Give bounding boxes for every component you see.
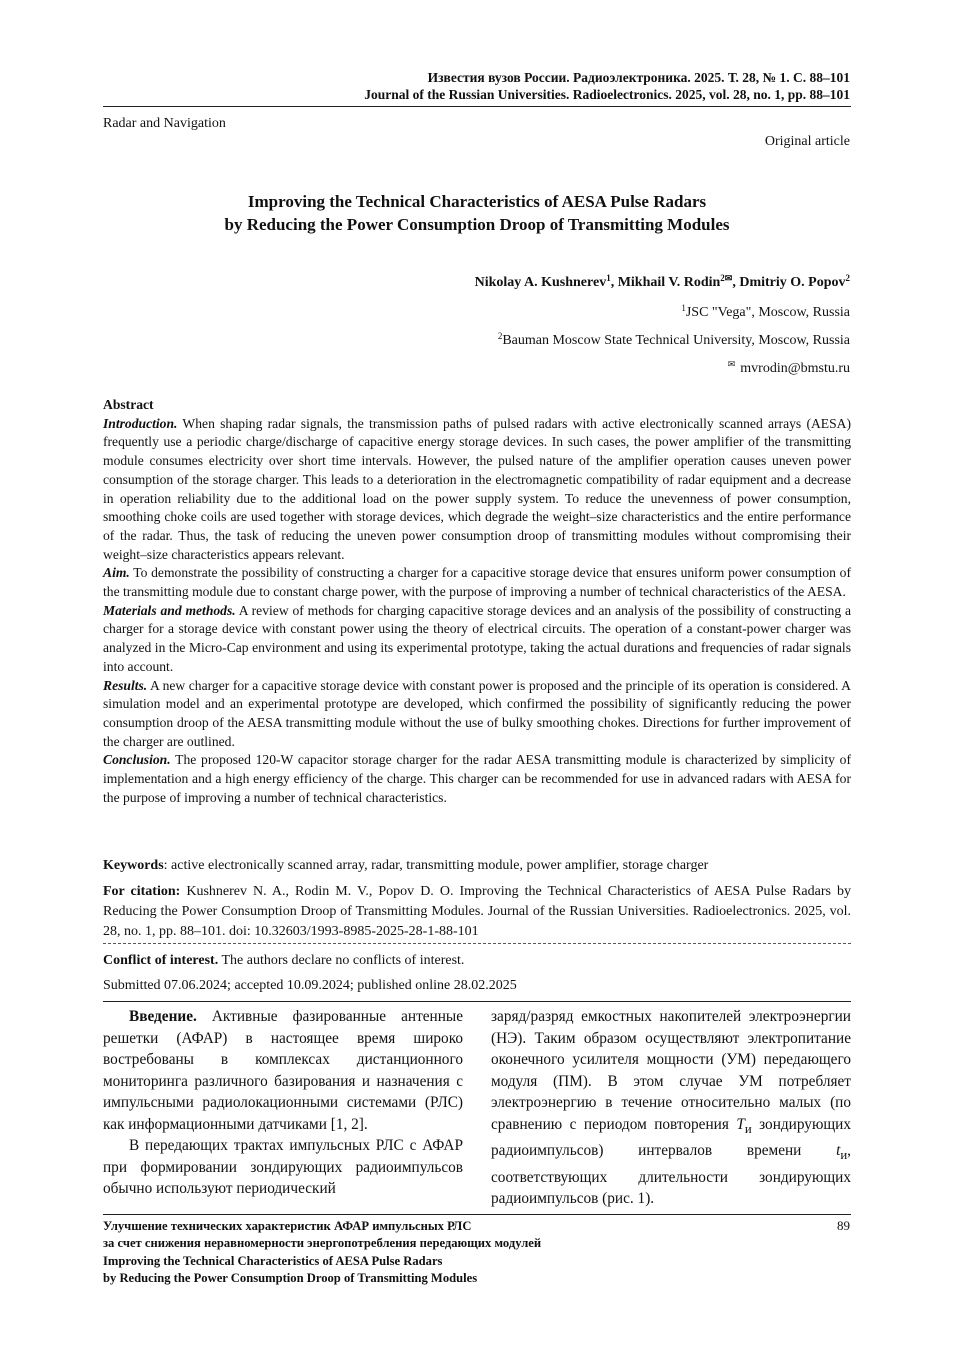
affiliation-mark: 2 xyxy=(497,331,503,341)
period-symbol: T xyxy=(736,1115,745,1133)
body-text: зондирующих радиоимпульсов) интервалов времени xyxy=(491,1115,851,1160)
section-name: Radar and Navigation xyxy=(103,116,226,131)
author-separator: , xyxy=(610,275,618,290)
abstract-introduction xyxy=(103,415,851,565)
abstract-conclusion xyxy=(103,751,851,807)
title-line-1: Improving the Technical Characteristics of AESA Pulse Radars xyxy=(247,192,707,211)
conflict-text: The authors declare no conflicts of interest. xyxy=(218,953,465,968)
symbol-subscript: и xyxy=(744,1121,752,1136)
running-footer xyxy=(103,1218,541,1288)
intro-heading: Введение. xyxy=(129,1008,197,1025)
citation-text: Kushnerev N. A., Rodin M. V., Popov D. O. Improving the Technical Characteristics of AESA Pulse Radars by Reducing the Power Consumption Droop of Transmitting Modules. Journal of the Russian Universities. Radioelectronics. 2025, vol. 28, no. 1, pp. 88–101. doi: 10.32603/1993-8985-2025-28-1-88-101 xyxy=(103,884,851,939)
body-text: заряд/разряд емкостных накопителей электроэнергии (НЭ). Таким образом осуществляют электропитание оконечного усилителя мощности (УМ) передающего модуля (ПМ). В этом случае УМ потребляет электроэнергию в течение относительно малых (по сравнению с периодом повторения xyxy=(491,1008,851,1133)
article-title xyxy=(103,190,851,236)
abstract-label: Materials and methods. xyxy=(103,602,236,618)
body-text: , соответствующих длительности зондирующих радиоимпульсов (рис. 1). xyxy=(491,1142,851,1208)
body-text: Активные фазированные антенные решетки (АФАР) в настоящее время широко востребованы в комплексах дистанционного мониторинга различного базирования и назначения с импульсными радиолокационными системами (РЛС) как информационными датчиками [1, 2]. xyxy=(103,1008,463,1133)
conflict-of-interest xyxy=(103,953,464,969)
abstract-text: A new charger for a capacitive storage device with constant power is proposed and the principle of its operation is considered. A simulation model and an experimental prototype are developed, which confirmed the possibility of significantly reducing the power consumption droop of the AESA transmitting module without the use of bulky smoothing chokes. Directions for further improvement of the charger are outlined. xyxy=(103,677,851,749)
abstract-aim xyxy=(103,564,851,601)
abstract xyxy=(103,396,851,807)
header-line-ru: Известия вузов России. Радиоэлектроника. 2025. Т. 28, № 1. С. 88–101 xyxy=(427,70,850,85)
author-list xyxy=(475,273,850,291)
author-affiliation-mark: 2 xyxy=(845,273,850,283)
abstract-text: To demonstrate the possibility of constructing a charger for a capacitive storage device that ensures uniform power consumption of the transmitting module due to constant charge power, with the purpose of improving a number of technical characteristics of the AESA. xyxy=(103,565,851,600)
header-line-en: Journal of the Russian Universities. Radioelectronics. 2025, vol. 28, no. 1, pp. 88–101 xyxy=(364,87,850,102)
affiliation-1 xyxy=(681,303,850,321)
citation-label: For citation: xyxy=(103,884,181,899)
symbol-subscript: и xyxy=(840,1148,848,1163)
page-number: 89 xyxy=(837,1218,850,1233)
abstract-text: The proposed 120-W capacitor storage charger for the radar AESA transmitting module is characterized by simplicity of implementation and a high energy efficiency of the charge. This charger can be recommended for use in advanced radars with AESA for the purpose of improving a number of technical characteristics. xyxy=(103,752,851,805)
corresponding-email xyxy=(728,359,850,377)
title-line-2: by Reducing the Power Consumption Droop of Transmitting Modules xyxy=(224,215,730,234)
footer-rule xyxy=(103,1214,851,1215)
keywords xyxy=(103,858,851,874)
abstract-results xyxy=(103,677,851,752)
author-separator: , xyxy=(732,275,740,290)
abstract-text: A review of methods for charging capacitive storage devices and an analysis of the possibility of constructing a charger for a storage device with constant power using the theory of electrical circuits. The operation of a constant-power charger was analyzed in the Micro-Cap environment and using its experimental prototype, taking the actual durations and frequencies of radar signals into account. xyxy=(103,602,851,674)
affiliation-2 xyxy=(498,331,850,349)
author-name: Nikolay A. Kushnerev xyxy=(474,275,607,290)
duration-symbol: t xyxy=(836,1142,841,1160)
body-paragraph xyxy=(103,1006,463,1135)
abstract-label: Results. xyxy=(103,677,148,693)
author-affiliation-mark: 2✉ xyxy=(720,273,733,283)
running-header xyxy=(364,69,850,103)
article-type: Original article xyxy=(764,134,850,149)
keywords-text: : active electronically scanned array, radar, transmitting module, power amplifier, storage charger xyxy=(163,858,709,873)
author-name: Dmitriy O. Popov xyxy=(739,275,846,290)
body-paragraph xyxy=(491,1006,851,1210)
abstract-label: Conclusion. xyxy=(103,752,171,768)
citation xyxy=(103,882,851,942)
submission-dates: Submitted 07.06.2024; accepted 10.09.2024; published online 28.02.2025 xyxy=(103,978,517,993)
body-column-left xyxy=(103,1006,463,1200)
body-column-right xyxy=(491,1006,851,1210)
conflict-label: Conflict of interest. xyxy=(103,953,219,968)
footer-line: Улучшение технических характеристик АФАР импульсных РЛС xyxy=(103,1219,472,1233)
body-paragraph: В передающих трактах импульсных РЛС с АФАР при формировании зондирующих радиоимпульсов обычно используют периодический xyxy=(103,1137,463,1197)
affiliation-mark: 1 xyxy=(681,303,686,313)
footer-line: за счет снижения неравномерности энергопотребления передающих модулей xyxy=(103,1236,542,1251)
author-name: Mikhail V. Rodin xyxy=(617,275,721,290)
author-affiliation-mark: 1 xyxy=(606,273,611,283)
abstract-label: Aim. xyxy=(103,565,130,581)
abstract-text: When shaping radar signals, the transmission paths of pulsed radars with active electronically scanned arrays (AESA) frequently use a periodic charge/discharge of capacitive energy storage devices. In such cases, the power amplifier of the transmitting module consumes electricity over short time intervals. However, the pulsed nature of the amplifier operation causes uneven power consumption of the storage charger. This leads to a deterioration in the electromagnetic compatibility of radar equipment and a decrease in operation reliability due to the additional load on the power supply system. To reduce the unevenness of power consumption, smoothing choke coils are used together with storage devices, which degrade the weight–size characteristics and the entire performance of the radar. Thus, the task of reducing the uneven power consumption droop of transmitting modules without compromising their weight–size characteristics appears relevant. xyxy=(103,415,851,562)
footer-line: Improving the Technical Characteristics of AESA Pulse Radars xyxy=(103,1253,443,1268)
affiliation-text: Bauman Moscow State Technical University, Moscow, Russia xyxy=(502,333,850,348)
abstract-methods xyxy=(103,602,851,677)
body-divider xyxy=(103,1001,851,1002)
envelope-icon: ✉ xyxy=(727,359,736,369)
email-address[interactable]: mvrodin@bmstu.ru xyxy=(740,361,850,376)
abstract-heading: Abstract xyxy=(103,397,154,412)
affiliation-text: JSC "Vega", Moscow, Russia xyxy=(685,305,850,320)
abstract-label: Introduction. xyxy=(103,415,178,431)
header-rule xyxy=(103,106,851,107)
dashed-divider xyxy=(103,943,851,944)
keywords-label: Keywords xyxy=(103,858,164,873)
footer-line: by Reducing the Power Consumption Droop of Transmitting Modules xyxy=(103,1271,478,1286)
